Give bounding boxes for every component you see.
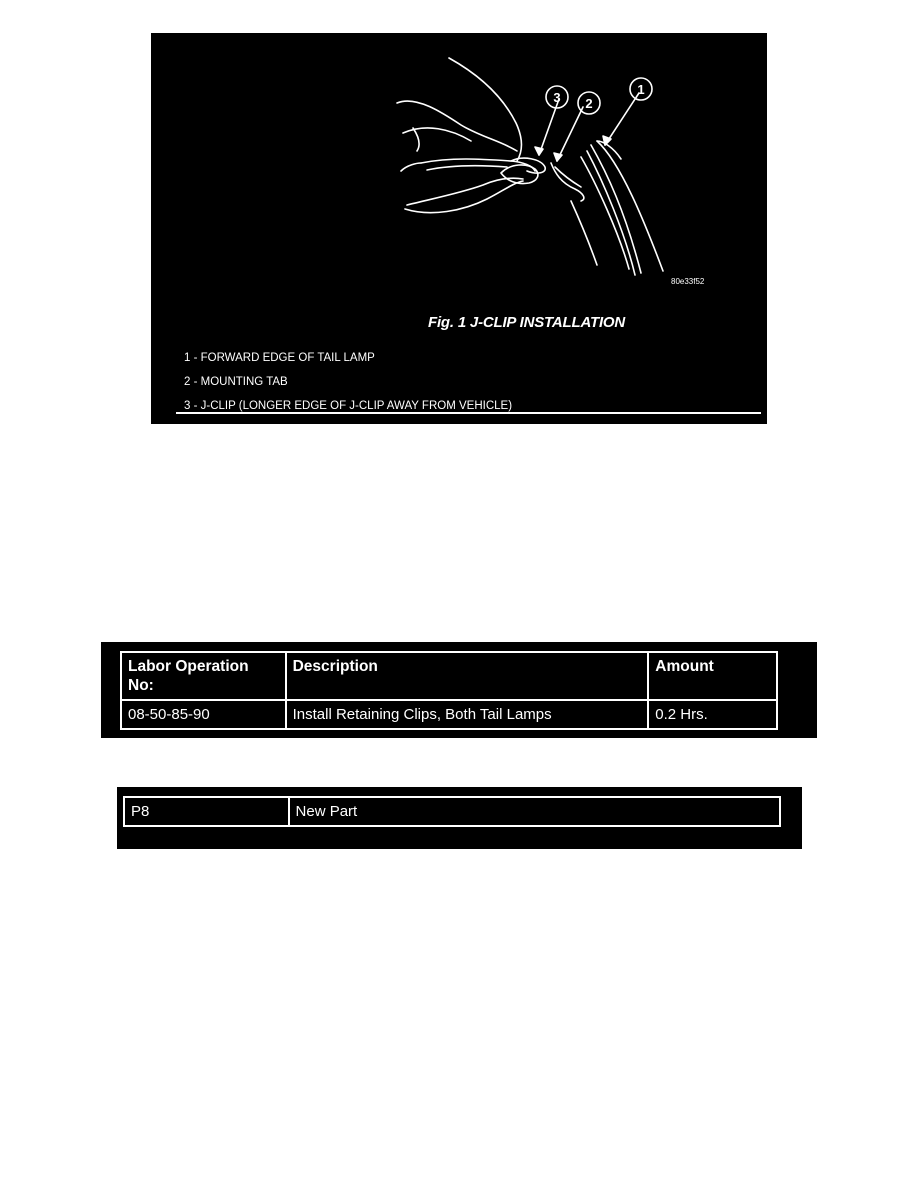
labor-description: Install Retaining Clips, Both Tail Lamps	[286, 700, 649, 729]
part-code: P8	[124, 797, 289, 826]
labor-operation-table-block	[101, 642, 817, 738]
callout-2: 2	[585, 96, 593, 111]
legend-item-3: 3 - J-CLIP (LONGER EDGE OF J-CLIP AWAY FROM VEHICLE)	[184, 400, 513, 412]
figure-code: 80e33f52	[671, 277, 705, 286]
header-labor-operation: Labor Operation No:	[121, 652, 286, 700]
part-description: New Part	[289, 797, 780, 826]
labor-operation-table	[120, 651, 778, 730]
parts-table	[123, 796, 781, 827]
callout-1: 1	[637, 82, 645, 97]
figure-divider	[176, 412, 761, 414]
table-row	[121, 700, 777, 729]
labor-operation-number: 08-50-85-90	[121, 700, 286, 729]
table-header-row	[121, 652, 777, 700]
legend-item-2: 2 - MOUNTING TAB	[184, 376, 288, 388]
labor-amount: 0.2 Hrs.	[648, 700, 777, 729]
figure-legend	[184, 346, 512, 418]
header-amount: Amount	[648, 652, 777, 700]
legend-item-1: 1 - FORWARD EDGE OF TAIL LAMP	[184, 352, 375, 364]
parts-table-block	[117, 787, 802, 849]
header-description: Description	[286, 652, 649, 700]
figure-caption: Fig. 1 J-CLIP INSTALLATION	[428, 314, 626, 331]
table-row	[124, 797, 780, 826]
callout-3: 3	[553, 90, 561, 105]
figure-j-clip-installation	[151, 33, 767, 424]
